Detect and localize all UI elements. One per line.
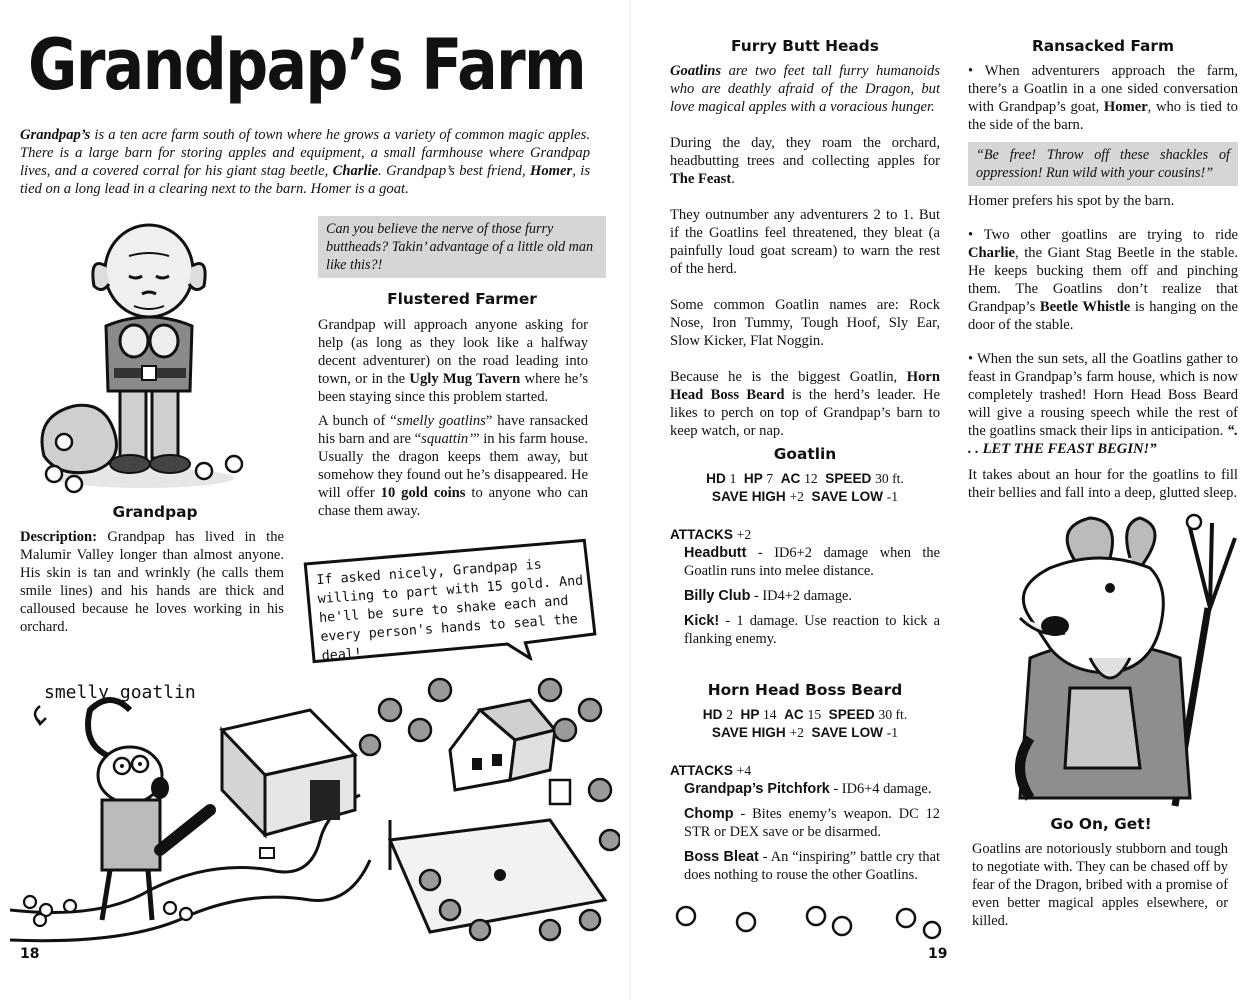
flustered-farmer-text: Grandpap will approach anyone asking for help (as long as they look like a halfway decent adventurer) on the road leading into town, or in the Ugly Mug Tavern where he’s been staying since this problem started. A bunch of “smelly goatlins” have ransacked his barn and are “squattin’” in his farm house. Usually the dragon keeps them away, but somehow they found out he’s disappeared. He will offer 10 gold coins to anyone who can chase them away. [318,317,589,519]
right-page [630,0,1260,1000]
grandpap-quote-sidebar: Can you believe the nerve of those furry buttheads? Takin’ advantage of a little old man like this?! [318,216,606,278]
goatlin-name: Goatlin [773,445,837,463]
page-number-right: 19 [928,946,948,962]
grandpap-caption: Grandpap [112,503,198,521]
page-number-left: 18 [20,946,40,962]
boss-name: Horn Head Boss Beard [707,681,903,699]
homer-text: Homer prefers his spot by the barn. [968,193,1175,209]
go-on-get-heading: Go On, Get! [1050,815,1152,833]
intro-paragraph: Grandpap’s is a ten acre farm south of town where he grows a variety of common magic apples. There is a large barn for storing apples and equipment, a small farmhouse where Grandpap lives, and a covered corral for his giant stag beetle, Charlie. Grandpap’s best friend, Homer, is tied on a long lead in a clearing next to the barn. Homer is a goat. [20,127,590,197]
ransacked-p4: It takes about an hour for the goatlins to fill their bellies and fall into a deep, glutted sleep. [968,467,1238,501]
page-title: Grandpap’s Farm [28,24,585,106]
flustered-farmer-heading: Flustered Farmer [387,290,537,308]
grandpap-description: Description: Grandpap has lived in the Malumir Valley longer than almost anyone. His skin is tan and wrinkly (he calls them smile lines) and his hands are thick and calloused because he loves working in his orchard. [20,529,284,635]
callout-box [301,538,597,664]
apples-decoration [674,896,944,946]
boss-statblock: Horn Head Boss Beard HD 2 HP 14 AC 15 SPEED 30 ft. SAVE HIGH +2 SAVE LOW -1 ATTACKS +4 Grandpap’s Pitchfork - ID6+4 damage. Chomp - Bites enemy’s weapon. DC 12 STR or DEX save or be disarmed. Boss Bleat - An “inspiring” battle cry that does nothing to rouse the other Goatlins. [670,681,940,883]
farm-map-illustration [10,670,620,945]
ransacked-farm-section: Ransacked Farm • When adventurers approach the farm, there’s a Goatlin in a one sided conversation with Grandpap’s goat, Homer, who is tied to the side of the barn. “Be free! Throw off these shackles of oppression! Run wild with your cousins!” Homer prefers his spot by the barn. • Two other goatlins are trying to ride Charlie, the Giant Stag Beetle in the stable. He keeps bucking them off and pinching them. The Goatlins don’t realize that Grandpap’s Beetle Whistle is hanging on the door of the stable. • When the sun sets, all the Goatlins gather to feast in Grandpap’s farm house, which is now completely trashed! Horn Head Boss Beard will give a rousing speech while the rest of the goatlins smack their lips in anticipation. “. . . LET THE FEAST BEGIN!” It takes about an hour for the goatlins to fill their bellies and fall into a deep, glutted sleep. [968,37,1238,501]
boss-goatlin-illustration [970,508,1250,808]
furry-butt-heads-section: Furry Butt Heads Goatlins are two feet tall furry humanoids who are deathly afraid of the Dragon, but love magical apples with a voracious hunger. During the day, they roam the orchard, headbutting trees and collecting apples for The Feast. They outnumber any adventurers 2 to 1. But if the Goatlins feel threatened, they bleat (a painfully loud goat scream) to warn the rest of the herd. Some common Goatlin names are: Rock Nose, Iron Tummy, Tough Hoof, Sly Ear, Slow Kicker, Flat Noggin. Because he is the biggest Goatlin, Horn Head Boss Beard is the herd’s leader. He likes to perch on top of Grandpap’s barn to keep watch, or nap. [670,37,941,439]
grandpap-illustration [34,216,264,496]
furry-p3: They outnumber any adventurers 2 to 1. But if the Goatlins feel threatened, they bleat (a painfully loud goat scream) to warn the rest of the herd. [670,207,940,277]
smelly-goatlin-label: smelly goatlin [44,682,196,703]
goatlin-statblock: Goatlin HD 1 HP 7 AC 12 SPEED 30 ft. SAVE HIGH +2 SAVE LOW -1 ATTACKS +2 Headbutt - ID6+2 damage when the Goatlin runs into melee distance. Billy Club - ID4+2 damage. Kick! - 1 damage. Use reaction to kick a flanking enemy. [670,445,940,647]
furry-butt-heads-heading: Furry Butt Heads [731,37,879,55]
go-on-get-text: Goatlins are notoriously stubborn and tough to negotiate with. They can be chased off by fear of the Dragon, bribed with a promise of even better magical apples elsewhere, or killed. [972,841,1228,929]
furry-p4: Some common Goatlin names are: Rock Nose, Iron Tummy, Tough Hoof, Sly Ear, Slow Kicker, Flat Noggin. [670,297,940,349]
goatlin-quote-sidebar: “Be free! Throw off these shackles of oppression! Run wild with your cousins!” [968,142,1238,186]
ransacked-farm-heading: Ransacked Farm [1031,37,1175,55]
callout-text: If asked nicely, Grandpap is willing to part with 15 gold. And he'll be sure to shake each and every person's hands to seal the deal! [315,557,584,664]
